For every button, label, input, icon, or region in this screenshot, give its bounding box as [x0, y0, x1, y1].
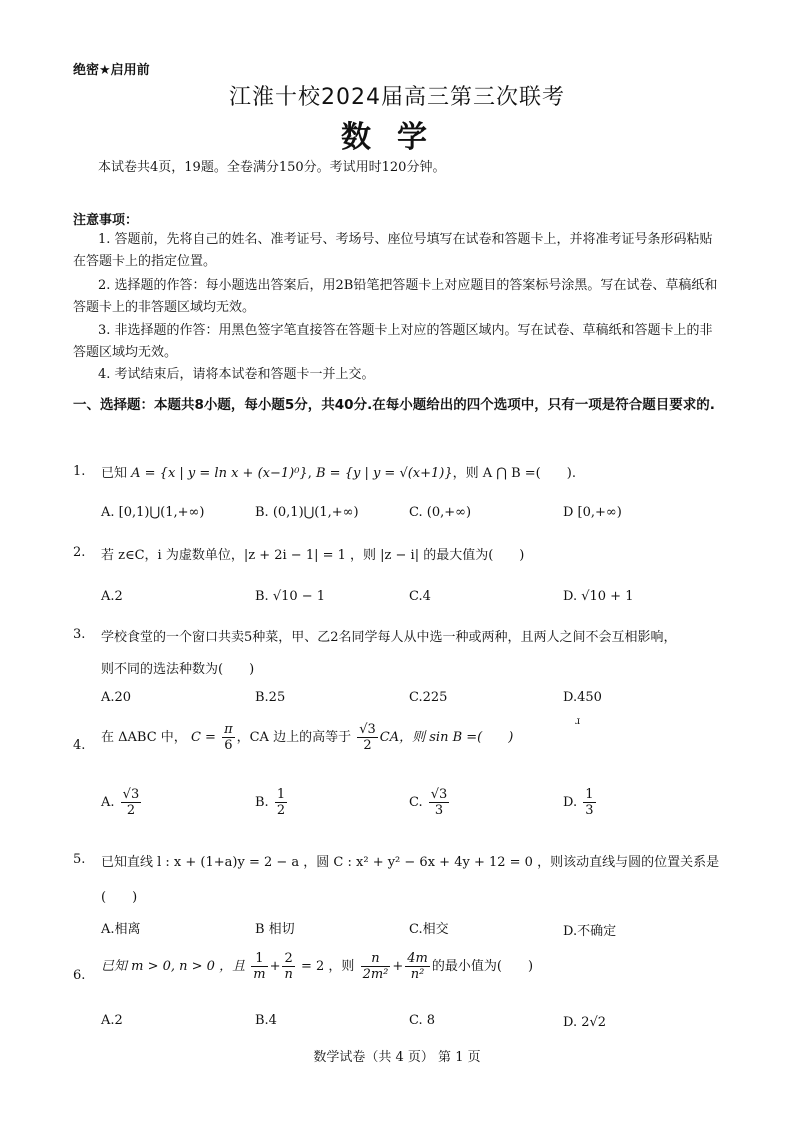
set-a: A = {x | y = ln x + (x−1)⁰} [131, 466, 308, 481]
option-fraction [583, 787, 595, 818]
fraction-1-over-m [251, 951, 267, 982]
numerator: π [224, 722, 233, 737]
stray-mark: ɹ [575, 716, 581, 727]
option-label: B. [255, 795, 269, 810]
option-label: D. [563, 795, 578, 810]
option-c: C. (0,+∞) [409, 505, 472, 520]
question-text: ，则 A ⋂ B =( ). [452, 466, 576, 481]
option-d: D. √10 + 1 [563, 589, 634, 604]
notice-item-4: 4. 考试结束后，请将本试卷和答题卡一并上交。 [98, 367, 375, 382]
question-number: 6. [73, 968, 86, 983]
option-d: D.450 [563, 690, 602, 705]
question-5-text-line-2: ( ) [101, 890, 138, 905]
question-text: 已知 m > 0, n > 0 ，且 [101, 959, 246, 974]
set-b: B = {y | y = √(x+1)} [315, 466, 453, 481]
question-text: = 2 ，则 [300, 959, 355, 974]
option-a: A.相离 [101, 922, 141, 937]
option-fraction [429, 787, 450, 818]
question-4-text [101, 722, 513, 753]
numerator: n [361, 951, 391, 967]
plus-sign: + [392, 959, 404, 974]
question-3-text-line-1: 学校食堂的一个窗口共卖5种菜，甲、乙2名同学每人从中选一种或两种，且两人之间不会互相影响， [101, 630, 677, 645]
denominator: 3 [585, 803, 594, 818]
exam-title: 江淮十校2024届高三第三次联考 [229, 85, 565, 110]
option-c: C.225 [409, 690, 448, 705]
option-fraction [275, 787, 287, 818]
denominator: 6 [224, 738, 233, 753]
subject-title: 数学 [341, 120, 453, 155]
numerator: 2 [282, 951, 294, 967]
question-text: , [307, 466, 316, 481]
option-c: C. 8 [409, 1013, 436, 1028]
plus-sign: + [269, 959, 281, 974]
question-5-text-line-1: 已知直线 l : x + (1+a)y = 2 − a ，圆 C : x² + y² − 6x + 4y + 12 = 0 ，则该动直线与圆的位置关系是 [101, 855, 720, 870]
numerator: 1 [585, 787, 594, 802]
question-text: 的最小值为( ) [431, 959, 534, 974]
denominator: m [253, 967, 266, 982]
option-a: A. [0,1)⋃(1,+∞) [101, 505, 205, 520]
option-b: B.25 [255, 690, 286, 705]
numerator: √3 [359, 722, 376, 737]
question-number: 5. [73, 852, 86, 867]
option-d [563, 787, 598, 818]
question-text: CA，则 sin B =( ) [379, 730, 514, 745]
angle-c: C = [190, 730, 216, 745]
numerator: √3 [122, 787, 140, 802]
fraction-4m-over-n2 [405, 951, 430, 982]
denominator: 2m² [362, 967, 389, 982]
numerator: 4m [407, 951, 428, 966]
numerator: √3 [430, 787, 448, 802]
question-number: 2. [73, 545, 86, 560]
option-b: B. √10 − 1 [255, 589, 326, 604]
option-d: D [0,+∞) [563, 505, 622, 520]
fraction-sqrt3-over-2 [357, 722, 378, 753]
option-label: C. [409, 795, 423, 810]
question-number: 1. [73, 464, 86, 479]
option-d: D. 2√2 [563, 1015, 607, 1030]
question-3-text-line-2: 则不同的选法种数为( ) [101, 662, 255, 677]
option-b: B. (0,1)⋃(1,+∞) [255, 505, 359, 520]
denominator: 2 [276, 803, 286, 818]
question-text: 在 ΔABC 中， [101, 730, 187, 745]
denominator: 2 [126, 803, 136, 818]
option-c: C.相交 [409, 922, 449, 937]
numerator: 1 [251, 951, 267, 967]
notice-item-2: 2. 选择题的作答：每小题选出答案后，用2B铅笔把答题卡上对应题目的答案标号涂黑。写在试卷、草稿纸和答题卡上的非答题区域均无效。 [73, 278, 718, 315]
question-2-text: 若 z∈C，i 为虚数单位，|z + 2i − 1| = 1 ，则 |z − i| 的最大值为( ) [101, 548, 525, 563]
denominator: 3 [434, 803, 444, 818]
option-c: C.4 [409, 589, 431, 604]
question-number: 3. [73, 627, 86, 642]
fraction-2-over-n [282, 951, 294, 982]
option-a [101, 787, 143, 818]
section-heading: 一、选择题：本题共8小题，每小题5分，共40分.在每小题给出的四个选项中，只有一项是符合题目要求的. [73, 397, 715, 413]
question-text: ，CA 边上的高等于 [236, 730, 352, 745]
question-1-text [101, 462, 576, 481]
denominator: n² [410, 967, 425, 982]
option-a: A.2 [101, 589, 123, 604]
option-b: B 相切 [255, 922, 295, 937]
option-d: D.不确定 [563, 924, 617, 939]
fraction-n-over-2m2 [361, 951, 391, 982]
notice-item-1: 1. 答题前，先将自己的姓名、准考证号、考场号、座位号填写在试卷和答题卡上，并将准考证号条形码粘贴在答题卡上的指定位置。 [73, 232, 713, 269]
option-label: A. [101, 795, 115, 810]
question-number: 4. [73, 738, 86, 753]
notice-item-3: 3. 非选择题的作答：用黑色签字笔直接答在答题卡上对应的答题区域内。写在试卷、草稿纸和答题卡上的非答题区域均无效。 [73, 323, 713, 360]
option-a: A.20 [101, 690, 132, 705]
notice-title: 注意事项： [73, 213, 139, 228]
option-fraction [121, 787, 142, 818]
question-6-text [101, 951, 533, 982]
option-c [409, 787, 451, 818]
confidential-label: 绝密★启用前 [73, 63, 150, 78]
denominator: 2 [363, 738, 372, 753]
page-footer: 数学试卷（共 4 页） 第 1 页 [313, 1050, 481, 1065]
fraction-pi-over-6 [222, 722, 235, 753]
question-text: 已知 [101, 466, 132, 481]
denominator: n [284, 967, 293, 982]
numerator: 1 [276, 787, 286, 802]
option-b: B.4 [255, 1013, 277, 1028]
exam-intro: 本试卷共4页，19题。全卷满分150分。考试用时120分钟。 [98, 160, 446, 175]
option-b [255, 787, 289, 818]
option-a: A.2 [101, 1013, 123, 1028]
